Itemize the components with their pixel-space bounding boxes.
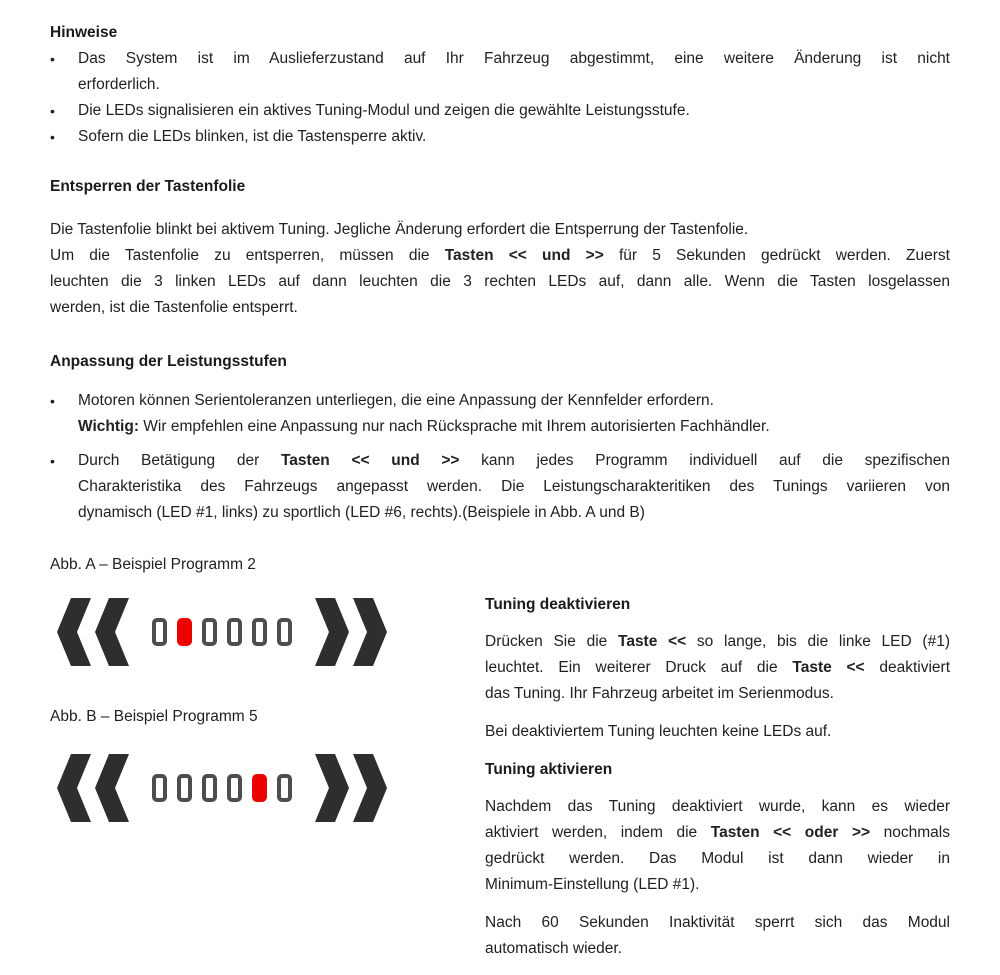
led-1-inactive <box>152 618 167 646</box>
text-line: Charakteristika des Fahrzeugs angepasst werden. Die Leistungscharakteritiken des Tunings variieren von <box>78 478 950 495</box>
text-line: Um die Tastenfolie zu entsperren, müssen die Tasten << und >> für 5 Sekunden gedrückt werden. Zuerst <box>50 247 950 264</box>
led-3-inactive <box>202 618 217 646</box>
text-line: werden, ist die Tastenfolie entsperrt. <box>50 299 298 316</box>
figure-a-graphic <box>50 598 485 666</box>
tuning-deaktivieren-para-1 <box>485 629 950 707</box>
tuning-instructions-column <box>485 592 950 974</box>
entsperren-para-1 <box>50 217 950 243</box>
led-3-inactive <box>202 774 217 802</box>
tuning-aktivieren-para-2 <box>485 910 950 962</box>
figure-b-graphic <box>50 754 485 822</box>
tuning-deaktivieren-heading: Tuning deaktivieren <box>485 596 631 613</box>
anpassung-bullet-2 <box>50 448 950 526</box>
anpassung-bullet-1 <box>50 388 950 440</box>
led-4-inactive <box>227 774 242 802</box>
hinweise-bullet-2-text <box>78 98 950 124</box>
section-tuning-deaktivieren <box>485 592 950 745</box>
text-line: gedrückt werden. Das Modul ist dann wieder in <box>485 850 950 867</box>
hinweise-bullet-3 <box>50 124 950 150</box>
hinweise-bullet-2 <box>50 98 950 124</box>
figure-a-caption: Abb. A – Beispiel Programm 2 <box>50 556 256 573</box>
bullet-icon: • <box>50 103 55 119</box>
double-chevron-right-icon <box>315 598 387 666</box>
hinweise-bullet-3-text <box>78 124 950 150</box>
led-2-inactive <box>177 774 192 802</box>
text-line: Minimum-Einstellung (LED #1). <box>485 876 700 893</box>
figures-column <box>50 552 485 974</box>
tuning-deaktivieren-para-2 <box>485 719 950 745</box>
text-line: Bei deaktiviertem Tuning leuchten keine LEDs auf. <box>485 723 832 740</box>
text-line: Durch Betätigung der Tasten << und >> kann jedes Programm individuell auf die spezifischen <box>78 452 950 469</box>
section-entsperren <box>50 174 950 321</box>
bullet-icon: • <box>50 51 55 67</box>
section-hinweise <box>50 20 950 150</box>
figure-b <box>50 704 485 822</box>
bottom-area <box>50 552 950 974</box>
text-line: Drücken Sie die Taste << so lange, bis die linke LED (#1) <box>485 633 950 650</box>
tuning-aktivieren-heading: Tuning aktivieren <box>485 761 613 778</box>
led-6-inactive <box>277 774 292 802</box>
text-line: Die Tastenfolie blinkt bei aktivem Tuning. Jegliche Änderung erfordert die Entsperrung der Tastenfolie. <box>50 221 749 238</box>
text-line: automatisch wieder. <box>485 940 622 957</box>
text-line: erforderlich. <box>78 76 160 93</box>
section-anpassung <box>50 349 950 526</box>
text-line: Nach 60 Sekunden Inaktivität sperrt sich das Modul <box>485 914 950 931</box>
entsperren-heading: Entsperren der Tastenfolie <box>50 178 246 195</box>
text-line: dynamisch (LED #1, links) zu sportlich (LED #6, rechts).(Beispiele in Abb. A und B) <box>78 504 645 521</box>
figure-b-caption: Abb. B – Beispiel Programm 5 <box>50 708 258 725</box>
hinweise-bullet-1 <box>50 46 950 98</box>
bullet-icon: • <box>50 393 55 409</box>
double-chevron-left-icon <box>57 598 129 666</box>
led-5-active <box>252 774 267 802</box>
figure-a-led-strip <box>152 618 292 646</box>
text-line: leuchtet. Ein weiterer Druck auf die Taste << deaktiviert <box>485 659 950 676</box>
tuning-aktivieren-para-1 <box>485 794 950 898</box>
text-line: Die LEDs signalisieren ein aktives Tuning-Modul und zeigen die gewählte Leistungsstufe. <box>78 102 690 119</box>
hinweise-heading: Hinweise <box>50 24 118 41</box>
led-5-inactive <box>252 618 267 646</box>
text-line: aktiviert werden, indem die Tasten << oder >> nochmals <box>485 824 950 841</box>
text-line: Sofern die LEDs blinken, ist die Tastensperre aktiv. <box>78 128 427 145</box>
anpassung-bullet-1-text <box>78 388 950 440</box>
bullet-icon: • <box>50 129 55 145</box>
bullet-icon: • <box>50 453 55 469</box>
text-line: Das System ist im Auslieferzustand auf Ihr Fahrzeug abgestimmt, eine weitere Änderung ist nicht <box>78 50 950 67</box>
anpassung-heading: Anpassung der Leistungsstufen <box>50 353 287 370</box>
hinweise-bullet-1-text <box>78 46 950 98</box>
led-2-active <box>177 618 192 646</box>
text-line: Wichtig: Wir empfehlen eine Anpassung nur nach Rücksprache mit Ihrem autorisierten Fachhändler. <box>78 418 770 435</box>
led-4-inactive <box>227 618 242 646</box>
figure-a <box>50 552 485 666</box>
double-chevron-left-icon <box>57 754 129 822</box>
text-line: das Tuning. Ihr Fahrzeug arbeitet im Serienmodus. <box>485 685 834 702</box>
text-line: leuchten die 3 linken LEDs auf dann leuchten die 3 rechten LEDs auf, dann alle. Wenn die Tasten losgelassen <box>50 273 950 290</box>
entsperren-para-2 <box>50 243 950 321</box>
section-tuning-aktivieren <box>485 757 950 962</box>
anpassung-bullet-2-text <box>78 448 950 526</box>
led-6-inactive <box>277 618 292 646</box>
figure-b-led-strip <box>152 774 292 802</box>
led-1-inactive <box>152 774 167 802</box>
double-chevron-right-icon <box>315 754 387 822</box>
text-line: Motoren können Serientoleranzen unterliegen, die eine Anpassung der Kennfelder erfordern. <box>78 392 714 409</box>
text-line: Nachdem das Tuning deaktiviert wurde, kann es wieder <box>485 798 950 815</box>
